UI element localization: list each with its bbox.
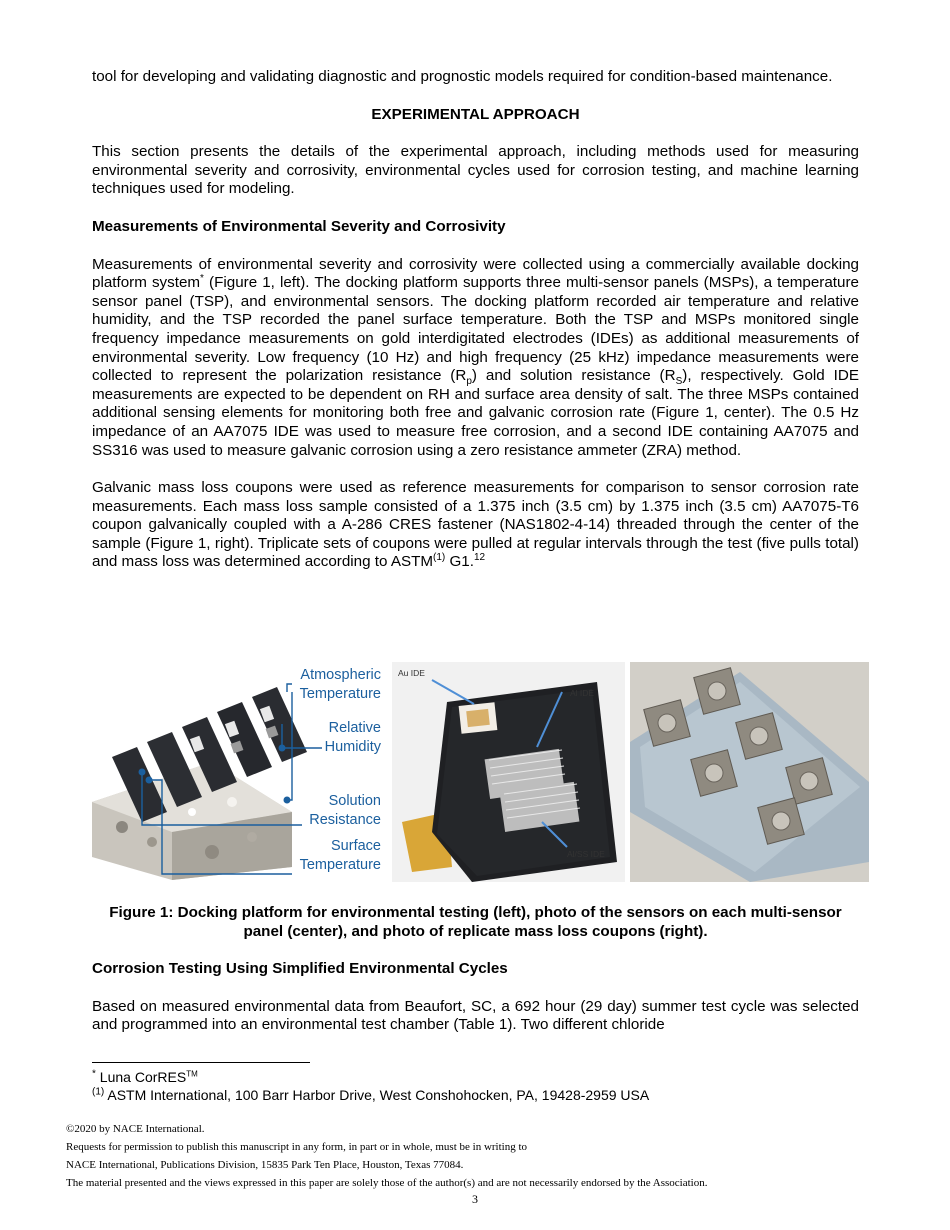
label-surface: Surface bbox=[331, 838, 381, 854]
label-solution: Solution bbox=[328, 793, 381, 809]
section-corrosion-testing bbox=[92, 960, 859, 1035]
label-au-ide: Au IDE bbox=[398, 668, 425, 678]
label-relative: Relative bbox=[328, 720, 381, 736]
label-humidity: Humidity bbox=[324, 739, 381, 755]
intro-tail-paragraph: tool for developing and validating diagnostic and prognostic models required for condition-based maintenance. bbox=[92, 68, 833, 85]
footnote-rule bbox=[92, 1062, 310, 1063]
section-heading: EXPERIMENTAL APPROACH bbox=[371, 105, 580, 123]
copyright-line-1: ©2020 by NACE International. bbox=[66, 1123, 205, 1135]
page-number: 3 bbox=[472, 1192, 478, 1206]
figure-1 bbox=[92, 662, 869, 884]
footnotes bbox=[92, 1068, 859, 1104]
page-body bbox=[92, 68, 859, 572]
label-al-ss-ide: Al/SS IDE bbox=[567, 849, 605, 859]
subsection-heading-measurements: Measurements of Environmental Severity and Corrosivity bbox=[92, 217, 506, 235]
sensor-panel-image bbox=[392, 662, 625, 882]
copyright-block bbox=[66, 1120, 886, 1192]
footnote-1: * Luna CorRES™ bbox=[92, 1068, 198, 1085]
label-temperature-2: Temperature bbox=[299, 857, 381, 873]
measurements-paragraph-1: Measurements of environmental severity and corrosivity were collected using a commercially available docking platform system* (Figure 1, left). The docking platform supports three multi-sensor panels (MSPs), a temperature sensor panel (TSP), and environmental sensors. The docking platform recorded air temperature and relative humidity, and the TSP recorded the panel surface temperature. Both the TSP and MSPs monitored single frequency impedance measurements on gold interdigitated electrodes (IDEs) as additional measurements of environmental severity. Low frequency (10 Hz) and high frequency (25 kHz) impedance measurements were collected to represent the polarization resistance $(R_p)$ and solution resistance $(R_S)$, respectively. Gold IDE measurements are expected to be dependent on RH and surface area density of salt. The three MSPs contained additional sensing elements for monitoring both free and galvanic corrosion rate (Figure 1, center). The 0.5 Hz impedance of an AA7075 IDE was used to measure free corrosion, and a second IDE containing AA7075 and SS316 was used to measure galvanic corrosion using a zero resistance ammeter (ZRA) method. bbox=[92, 255, 859, 459]
measurements-paragraph-2: Galvanic mass loss coupons were used as reference measurements for comparison to sensor corrosion rate measurements. Each mass loss sample consisted of a 1.375 inch (3.5 cm) by 1.375 inch (3.5 cm) AA7075-T6 coupon galvanically coupled with a A-286 CRES fastener (NAS1802-4-14) threaded through the center of the sample (Figure 1, right). Triplicate sets of coupons were pulled at regular intervals through the test (five pulls total) and mass loss was determined according to ASTM$^{(1)}$ G1.12 bbox=[92, 479, 859, 571]
docking-platform-image bbox=[92, 662, 388, 882]
section-intro-paragraph: This section presents the details of the experimental approach, including methods used for measuring environmental severity and corrosivity, environmental cycles used for corrosion testing, and machine learning techniques used for modeling. bbox=[92, 143, 859, 198]
corrosion-paragraph-1: Based on measured environmental data from Beaufort, SC, a 692 hour (29 day) summer test cycle was selected and programmed into an environmental test chamber (Table 1). Two different chloride bbox=[92, 997, 859, 1034]
copyright-line-3: NACE International, Publications Division, 15835 Park Ten Place, Houston, Texas 77084. bbox=[66, 1159, 464, 1171]
figure-caption: Figure 1: Docking platform for environmental testing (left), photo of the sensors on each multi-sensor panel (center), and photo of replicate mass loss coupons (right). bbox=[109, 904, 842, 940]
label-temperature-1: Temperature bbox=[299, 686, 381, 702]
copyright-line-2: Requests for permission to publish this manuscript in any form, in part or in whole, must be in writing to bbox=[66, 1141, 528, 1153]
footnote-2: $^{(1)}$ ASTM International, 100 Barr Harbor Drive, West Conshohocken, PA, 19428-2959 USA bbox=[92, 1086, 650, 1103]
label-al-ide: Al IDE bbox=[570, 688, 595, 698]
mass-loss-coupons-image bbox=[630, 662, 869, 882]
label-resistance: Resistance bbox=[309, 812, 381, 828]
label-atmospheric: Atmospheric bbox=[300, 667, 381, 683]
copyright-line-4: The material presented and the views expressed in this paper are solely those of the author(s) and are not necessarily endorsed by the Association. bbox=[66, 1177, 708, 1189]
subsection-heading-corrosion: Corrosion Testing Using Simplified Environmental Cycles bbox=[92, 960, 508, 977]
